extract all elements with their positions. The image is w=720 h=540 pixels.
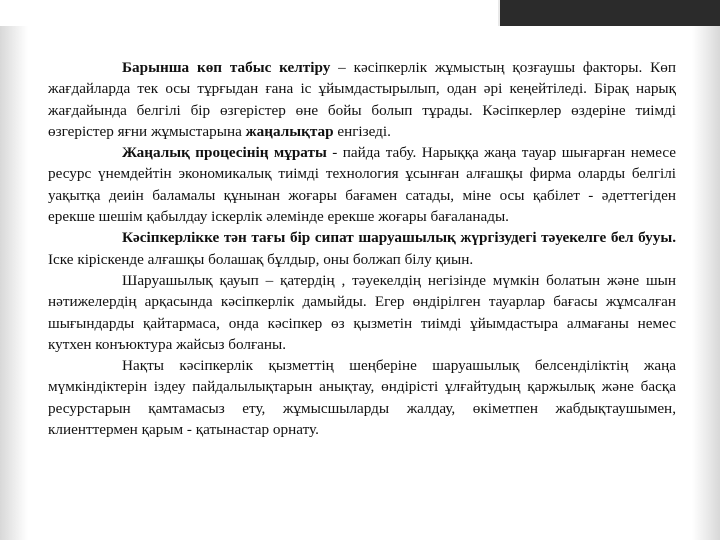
paragraph-profit xyxy=(48,57,676,142)
paragraph-profit-bold-lead: Барынша көп табыс келтіру xyxy=(122,59,331,76)
paragraph-profit-bold-tail: жаңалықтар xyxy=(245,122,334,140)
paragraph-innovation xyxy=(48,142,676,227)
paragraph-economic-risk-text: Шаруашылық қауып – қатердің , тәуекелдің негізінде мүмкін болатын және шын нәтижелердің арқасында кәсіпкерлік дамыйды. Егер өндірілген тауарлар бағасы жұмсалған шығындарды қайтармаса, онда кәсіпкер өз қызметін тиімді ұйымдастыра алмағаны немес кутхен конъюктура жайсыз болғаны. xyxy=(48,271,676,353)
paragraph-profit-text-end: енгізеді. xyxy=(333,122,391,140)
paragraph-risk-bold-lead: Кәсіпкерлікке тән тағы бір сипат шаруашылық жүргізудегі тәуекелге бел бууы. xyxy=(122,229,676,247)
top-bar-dark-segment xyxy=(498,0,720,26)
slide-shadow-right xyxy=(692,26,720,540)
paragraph-innovation-text: - пайда табу. Нарыққа жаңа тауар шығарған немесе ресурс үнемдейтін экономикалық тиімді технология ұсынған алғашқы фирма оларды белгілі уақытқа деиін баламалы құнынан жоғары бағамен сатады, міне осы қабілет - әдеттегіден ерекше шешім қабылдау іскерлік әлемінде ерекше жоғары бағаланады. xyxy=(48,144,676,226)
slide-body-text xyxy=(48,57,676,440)
paragraph-economic-risk xyxy=(48,270,676,355)
paragraph-profit-text: – кәсіпкерлік жұмыстың қозғаушы факторы. Көп жағдайларда тек осы тұрғыдан ғана іс ұйымдастырылып, одан әрі кеңейтіледі. Бірақ нарық жағдайында белгілі бір өзгерістер өне бойы болып тұрады. Кәсіпкерлер өздеріне тиімді өзгерістер яғни жұмыстарына xyxy=(48,59,676,140)
paragraph-risk-text: Іске кіріскенде алғашқы болашақ бұлдыр, оны болжап білу қиын. xyxy=(48,250,474,268)
top-bar-notch xyxy=(498,0,500,26)
paragraph-scope xyxy=(48,355,676,440)
paragraph-risk xyxy=(48,227,676,270)
slide-shadow-left xyxy=(0,26,28,540)
paragraph-innovation-bold-lead: Жаңалық процесінің мұраты xyxy=(122,144,327,162)
paragraph-scope-text: Нақты кәсіпкерлік қызметтің шеңберіне шаруашылық белсенділіктің жаңа мүмкіндіктерін іздеу пайдалылықтарын анықтау, өндірісті ұлғайтудың қаржылық және басқа ресурстарын қамтамасыз ету, жұмысшыларды жалдау, өкіметпен жабдықтаушымен, клиенттермен қарым - қатынастар орнату. xyxy=(48,357,676,439)
